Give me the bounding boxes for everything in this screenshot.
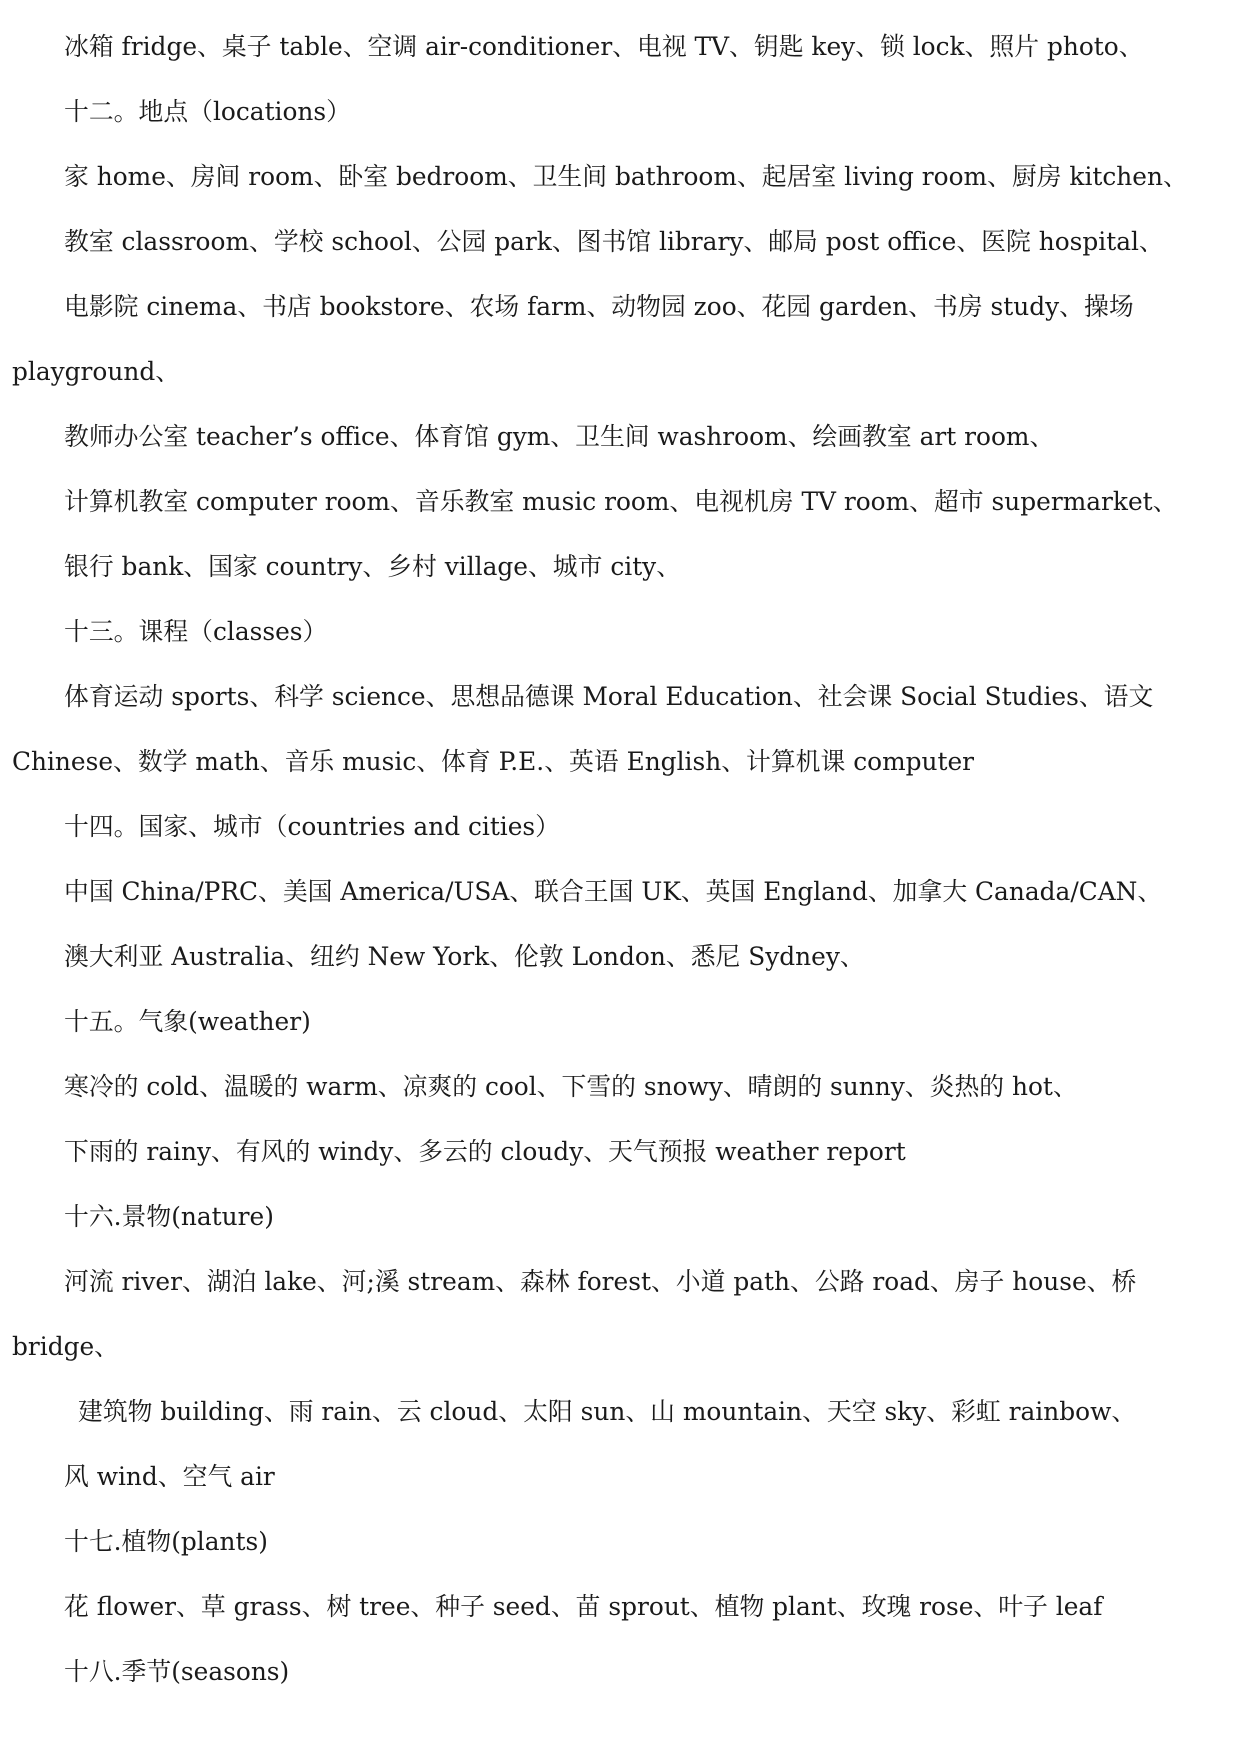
- text-line: 花 flower、草 grass、树 tree、种子 seed、苗 sprout、植物 plant、玫瑰 rose、叶子 leaf: [64, 1592, 1103, 1621]
- text-line: 体育运动 sports、科学 science、思想品德课 Moral Education、社会课 Social Studies、语文: [64, 682, 1154, 711]
- section-heading: 十四。国家、城市（countries and cities）: [64, 812, 561, 841]
- text-line: 教室 classroom、学校 school、公园 park、图书馆 library、邮局 post office、医院 hospital、: [64, 227, 1164, 256]
- section-heading: 十三。课程（classes）: [64, 617, 328, 646]
- section-heading: 十七.植物(plants): [64, 1527, 268, 1556]
- text-line: bridge、: [12, 1332, 120, 1361]
- text-line: playground、: [12, 357, 181, 386]
- text-line: 寒冷的 cold、温暖的 warm、凉爽的 cool、下雪的 snowy、晴朗的 sunny、炎热的 hot、: [64, 1072, 1078, 1101]
- text-line: 教师办公室 teacher’s office、体育馆 gym、卫生间 washroom、绘画教室 art room、: [64, 422, 1055, 451]
- section-heading: 十二。地点（locations）: [64, 97, 351, 126]
- text-line: 中国 China/PRC、美国 America/USA、联合王国 UK、英国 England、加拿大 Canada/CAN、: [64, 877, 1163, 906]
- text-line: 下雨的 rainy、有风的 windy、多云的 cloudy、天气预报 weather report: [64, 1137, 906, 1166]
- text-line: 河流 river、湖泊 lake、河;溪 stream、森林 forest、小道 path、公路 road、房子 house、桥: [64, 1267, 1137, 1296]
- section-heading: 十六.景物(nature): [64, 1202, 274, 1231]
- text-line: 风 wind、空气 air: [64, 1462, 275, 1491]
- text-line: 建筑物 building、雨 rain、云 cloud、太阳 sun、山 mountain、天空 sky、彩虹 rainbow、: [78, 1397, 1137, 1426]
- text-line: 澳大利亚 Australia、纽约 New York、伦敦 London、悉尼 Sydney、: [64, 942, 865, 971]
- section-heading: 十五。气象(weather): [64, 1007, 311, 1036]
- text-line: 电影院 cinema、书店 bookstore、农场 farm、动物园 zoo、花园 garden、书房 study、操场: [64, 292, 1134, 321]
- text-line: Chinese、数学 math、音乐 music、体育 P.E.、英语 English、计算机课 computer: [12, 747, 975, 776]
- text-line: 计算机教室 computer room、音乐教室 music room、电视机房 TV room、超市 supermarket、: [64, 487, 1178, 516]
- text-line: 家 home、房间 room、卧室 bedroom、卫生间 bathroom、起居室 living room、厨房 kitchen、: [64, 162, 1188, 191]
- section-heading: 十八.季节(seasons): [64, 1657, 290, 1686]
- text-line: 冰箱 fridge、桌子 table、空调 air-conditioner、电视 TV、钥匙 key、锁 lock、照片 photo、: [64, 32, 1144, 61]
- text-line: 银行 bank、国家 country、乡村 village、城市 city、: [64, 552, 682, 581]
